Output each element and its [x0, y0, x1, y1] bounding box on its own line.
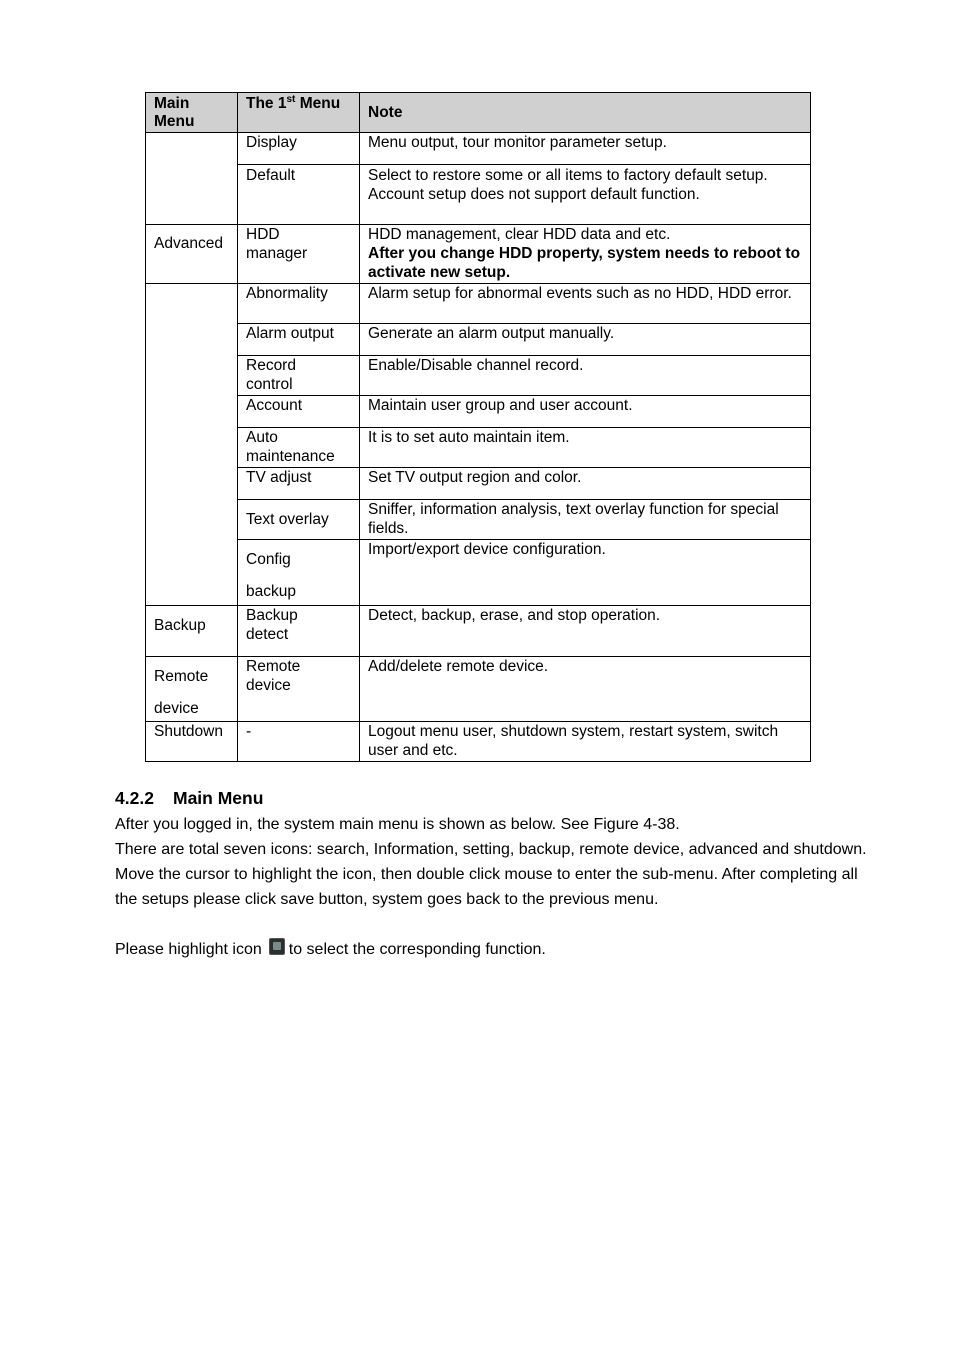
sub-menu-cell: Backup detect: [238, 606, 360, 657]
sub-menu-line: backup: [246, 583, 296, 600]
header-first-menu: [238, 93, 360, 133]
table-header-row: [146, 93, 811, 133]
table-row: [146, 396, 811, 428]
note-cell: [360, 165, 811, 225]
main-menu-cell: [146, 657, 238, 722]
sub-menu-cell: TV adjust: [238, 468, 360, 500]
menu-table: [145, 92, 811, 762]
main-menu-cell: Backup: [146, 606, 238, 657]
note-cell: Alarm setup for abnormal events such as no HDD, HDD error.: [360, 284, 811, 324]
paragraph-highlight-pre: Please highlight icon: [115, 941, 262, 958]
table-row: [146, 657, 811, 722]
menu-highlight-icon: [269, 938, 285, 955]
header-note: Note: [360, 93, 811, 133]
table-row: [146, 225, 811, 284]
table-row: [146, 356, 811, 396]
table-row: [146, 722, 811, 762]
note-cell: Add/delete remote device.: [360, 657, 811, 722]
table-row: [146, 165, 811, 225]
note-cell: Logout menu user, shutdown system, restart system, switch user and etc.: [360, 722, 811, 762]
sub-menu-cell: HDD manager: [238, 225, 360, 284]
note-cell: Enable/Disable channel record.: [360, 356, 811, 396]
table-row: [146, 540, 811, 606]
note-cell: Import/export device configuration.: [360, 540, 811, 606]
paragraph-highlight: [115, 937, 875, 962]
sub-menu-cell: Default: [238, 165, 360, 225]
note-cell: It is to set auto maintain item.: [360, 428, 811, 468]
note-text: HDD management, clear HDD data and etc.: [368, 226, 671, 243]
sub-menu-cell: Alarm output: [238, 324, 360, 356]
section-number: 4.2.2: [115, 788, 154, 808]
table-row: [146, 133, 811, 165]
sub-menu-cell: Record control: [238, 356, 360, 396]
header-main-menu: Main Menu: [146, 93, 238, 133]
section-heading: [115, 788, 263, 809]
main-cell-empty: [146, 284, 238, 606]
sub-menu-cell: Abnormality: [238, 284, 360, 324]
paragraph-icons: There are total seven icons: search, Information, setting, backup, remote device, advanced and shutdown. Move the cursor to highlight the icon, then double click mouse to enter the sub-menu. After completing all the setups please click save button, system goes back to the previous menu.: [115, 841, 867, 908]
note-text-secondary: Account setup does not support default function.: [368, 186, 700, 203]
table-row: [146, 606, 811, 657]
note-text: Select to restore some or all items to factory default setup.: [368, 167, 768, 184]
main-cell-empty: [146, 133, 238, 225]
paragraph-highlight-post: to select the corresponding function.: [288, 941, 546, 958]
header-first-menu-pre: The 1: [246, 95, 287, 112]
main-menu-advanced: Advanced: [146, 225, 238, 284]
header-first-menu-sup: st: [286, 93, 296, 105]
sub-menu-cell: -: [238, 722, 360, 762]
main-menu-cell: Shutdown: [146, 722, 238, 762]
note-cell: Menu output, tour monitor parameter setup.: [360, 133, 811, 165]
table-row: [146, 500, 811, 540]
sub-menu-cell: Text overlay: [238, 500, 360, 540]
table-row: [146, 428, 811, 468]
sub-menu-cell: Remote device: [238, 657, 360, 722]
sub-menu-cell: [238, 540, 360, 606]
sub-menu-cell: Account: [238, 396, 360, 428]
note-cell: [360, 225, 811, 284]
note-cell: Detect, backup, erase, and stop operation.: [360, 606, 811, 657]
main-menu-line: device: [154, 700, 199, 717]
table-row: [146, 324, 811, 356]
sub-menu-cell: Auto maintenance: [238, 428, 360, 468]
sub-menu-line: Config: [246, 551, 291, 568]
table-row: [146, 468, 811, 500]
section-title: Main Menu: [173, 788, 264, 808]
header-first-menu-post: Menu: [295, 95, 341, 112]
paragraph-intro: After you logged in, the system main menu is shown as below. See Figure 4-38.: [115, 816, 680, 833]
note-cell: Sniffer, information analysis, text overlay function for special fields.: [360, 500, 811, 540]
note-cell: Maintain user group and user account.: [360, 396, 811, 428]
table-row: [146, 284, 811, 324]
note-cell: Set TV output region and color.: [360, 468, 811, 500]
main-menu-line: Remote: [154, 668, 209, 685]
sub-menu-cell: Display: [238, 133, 360, 165]
note-warning: After you change HDD property, system needs to reboot to activate new setup.: [368, 245, 801, 281]
note-cell: Generate an alarm output manually.: [360, 324, 811, 356]
